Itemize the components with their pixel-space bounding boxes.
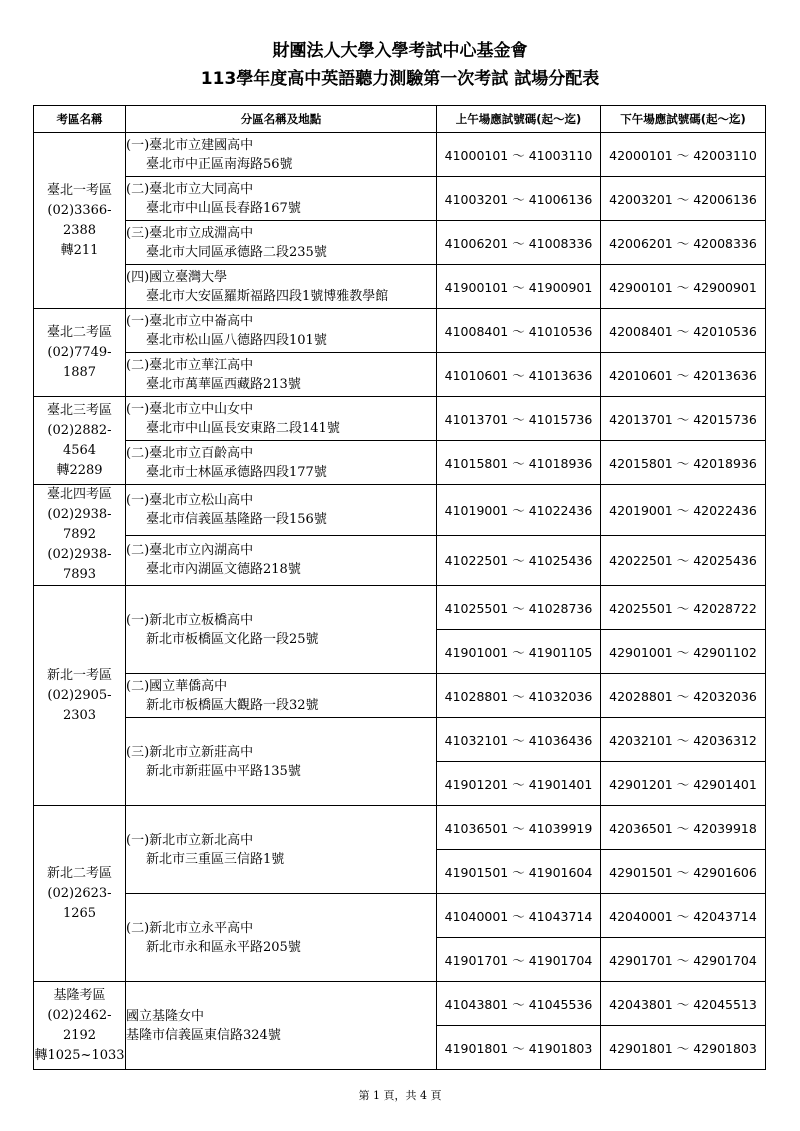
exam-region-line: 基隆考區 [53,987,106,1003]
morning-range-cell: 41003201 ～ 41006136 [437,177,601,221]
exam-region-line: (02)2938-7892 [47,507,112,542]
site-cell [126,265,437,309]
site-cell [126,309,437,353]
exam-region-line: 轉2289 [56,462,103,478]
exam-region-line: (02)2623-1265 [47,885,112,921]
afternoon-range-cell: 42036501 ～ 42039918 [601,806,766,850]
afternoon-range-cell: 42900101 ～ 42900901 [601,265,766,309]
site-name: (一)臺北市立松山高中 [126,492,254,508]
table-row [34,441,766,485]
header-afternoon-numbers: 下午場應試號碼(起～迄) [601,106,766,133]
morning-range-cell: 41019001 ～ 41022436 [437,485,601,536]
morning-range-cell: 41000101 ～ 41003110 [437,133,601,177]
morning-range-cell: 41901701 ～ 41901704 [437,938,601,982]
site-address: 臺北市中山區長安東路二段141號 [146,420,340,436]
afternoon-range-cell: 42015801 ～ 42018936 [601,441,766,485]
site-name: (二)臺北市立華江高中 [126,357,254,373]
afternoon-range-cell: 42000101 ～ 42003110 [601,133,766,177]
table-row [34,718,766,762]
exam-region-line: 轉211 [60,242,99,258]
morning-range-cell: 41008401 ～ 41010536 [437,309,601,353]
table-row [34,133,766,177]
site-name: 國立基隆女中 [126,1008,205,1024]
site-name: (一)臺北市立中山女中 [126,401,254,417]
site-cell [126,674,437,718]
exam-region-line: 臺北三考區 [46,402,112,418]
table-row [34,586,766,630]
afternoon-range-cell: 42022501 ～ 42025436 [601,535,766,586]
exam-region-line: 新北一考區 [46,667,112,683]
afternoon-range-cell: 42043801 ～ 42045513 [601,982,766,1026]
exam-region-cell [34,806,126,982]
exam-region-line: (02)2938-7893 [47,547,112,582]
table-row [34,674,766,718]
afternoon-range-cell: 42010601 ～ 42013636 [601,353,766,397]
site-address: 臺北市松山區八德路四段101號 [146,332,327,348]
afternoon-range-cell: 42028801 ～ 42032036 [601,674,766,718]
site-address: 基隆市信義區東信路324號 [126,1027,281,1043]
afternoon-range-cell: 42032101 ～ 42036312 [601,718,766,762]
table-row [34,535,766,586]
exam-region-line: (02)2882-4564 [47,422,112,458]
afternoon-range-cell: 42008401 ～ 42010536 [601,309,766,353]
table-row [34,309,766,353]
site-cell [126,441,437,485]
site-address: 新北市板橋區文化路一段25號 [146,631,319,647]
exam-site-table [33,105,766,1070]
table-row [34,485,766,536]
morning-range-cell: 41013701 ～ 41015736 [437,397,601,441]
site-address: 新北市三重區三信路1號 [146,851,285,867]
site-cell [126,177,437,221]
header-morning-numbers: 上午場應試號碼(起～迄) [437,106,601,133]
afternoon-range-cell: 42003201 ～ 42006136 [601,177,766,221]
table-row [34,397,766,441]
header-exam-region: 考區名稱 [34,106,126,133]
header-site-location: 分區名稱及地點 [126,106,437,133]
table-row [34,265,766,309]
site-name: (三)臺北市立成淵高中 [126,225,254,241]
site-address: 新北市永和區永平路205號 [146,939,301,955]
table-row [34,894,766,938]
site-cell [126,586,437,674]
site-cell [126,806,437,894]
morning-range-cell: 41015801 ～ 41018936 [437,441,601,485]
exam-region-cell [34,133,126,309]
exam-region-cell [34,309,126,397]
site-address: 臺北市內湖區文德路218號 [146,562,301,578]
morning-range-cell: 41006201 ～ 41008336 [437,221,601,265]
site-cell [126,535,437,586]
exam-region-line: (02)2462-2192 [47,1007,112,1043]
site-name: (三)新北市立新莊高中 [126,744,254,760]
morning-range-cell: 41901001 ～ 41901105 [437,630,601,674]
table-body [34,133,766,1070]
exam-region-line: 臺北二考區 [46,324,112,340]
table-row [34,177,766,221]
document-title: 財團法人大學入學考試中心基金會 [272,41,528,61]
site-cell [126,982,437,1070]
afternoon-range-cell: 42025501 ～ 42028722 [601,586,766,630]
site-name: (一)新北市立新北高中 [126,832,254,848]
exam-region-line: (02)2905-2303 [47,687,112,723]
site-cell [126,718,437,806]
site-name: (二)臺北市立大同高中 [126,181,254,197]
morning-range-cell: 41901801 ～ 41901803 [437,1026,601,1070]
afternoon-range-cell: 42006201 ～ 42008336 [601,221,766,265]
site-cell [126,133,437,177]
morning-range-cell: 41025501 ～ 41028736 [437,586,601,630]
site-name: (一)臺北市立建國高中 [126,137,254,153]
site-address: 新北市板橋區大觀路一段32號 [146,697,319,713]
morning-range-cell: 41043801 ～ 41045536 [437,982,601,1026]
morning-range-cell: 41032101 ～ 41036436 [437,718,601,762]
site-address: 新北市新莊區中平路135號 [146,763,301,779]
table-row [34,353,766,397]
table-row [34,806,766,850]
morning-range-cell: 41022501 ～ 41025436 [437,535,601,586]
afternoon-range-cell: 42901001 ～ 42901102 [601,630,766,674]
site-name: (四)國立臺灣大學 [126,269,228,285]
site-cell [126,397,437,441]
exam-region-line: 轉1025~1033 [34,1047,125,1063]
exam-region-line: 臺北一考區 [46,182,112,198]
exam-region-line: 新北二考區 [46,865,112,881]
morning-range-cell: 41901201 ～ 41901401 [437,762,601,806]
exam-region-cell [34,586,126,806]
site-address: 臺北市中山區長春路167號 [146,200,301,216]
afternoon-range-cell: 42901701 ～ 42901704 [601,938,766,982]
site-address: 臺北市大安區羅斯福路四段1號博雅教學館 [146,288,389,304]
morning-range-cell: 41010601 ～ 41013636 [437,353,601,397]
afternoon-range-cell: 42019001 ～ 42022436 [601,485,766,536]
table-row [34,221,766,265]
exam-region-line: (02)7749-1887 [47,344,112,380]
site-address: 臺北市萬華區西藏路213號 [146,376,301,392]
site-name: (一)新北市立板橋高中 [126,612,254,628]
afternoon-range-cell: 42040001 ～ 42043714 [601,894,766,938]
afternoon-range-cell: 42901501 ～ 42901606 [601,850,766,894]
exam-region-line: 臺北四考區 [46,487,112,502]
page-number: 第 1 頁，共 4 頁 [358,1089,442,1102]
morning-range-cell: 41036501 ～ 41039919 [437,806,601,850]
exam-region-cell [34,397,126,485]
morning-range-cell: 41900101 ～ 41900901 [437,265,601,309]
table-row [34,982,766,1026]
document-subtitle: 113學年度高中英語聽力測驗第一次考試 試場分配表 [200,69,600,89]
afternoon-range-cell: 42901201 ～ 42901401 [601,762,766,806]
site-address: 臺北市信義區基隆路一段156號 [146,511,327,527]
afternoon-range-cell: 42901801 ～ 42901803 [601,1026,766,1070]
site-name: (二)國立華僑高中 [126,678,228,694]
site-name: (一)臺北市立中崙高中 [126,313,254,329]
site-address: 臺北市中正區南海路56號 [146,156,293,172]
site-cell [126,894,437,982]
site-address: 臺北市大同區承德路二段235號 [146,244,327,260]
site-cell [126,353,437,397]
site-name: (二)臺北市立內湖高中 [126,543,254,559]
afternoon-range-cell: 42013701 ～ 42015736 [601,397,766,441]
exam-region-cell [34,485,126,586]
morning-range-cell: 41028801 ～ 41032036 [437,674,601,718]
site-name: (二)新北市立永平高中 [126,920,254,936]
site-cell [126,221,437,265]
morning-range-cell: 41040001 ～ 41043714 [437,894,601,938]
site-address: 臺北市士林區承德路四段177號 [146,464,327,480]
site-cell [126,485,437,536]
exam-region-cell [34,982,126,1070]
exam-region-line: (02)3366-2388 [47,202,112,238]
site-name: (二)臺北市立百齡高中 [126,445,254,461]
morning-range-cell: 41901501 ～ 41901604 [437,850,601,894]
table-header-row [34,106,766,133]
